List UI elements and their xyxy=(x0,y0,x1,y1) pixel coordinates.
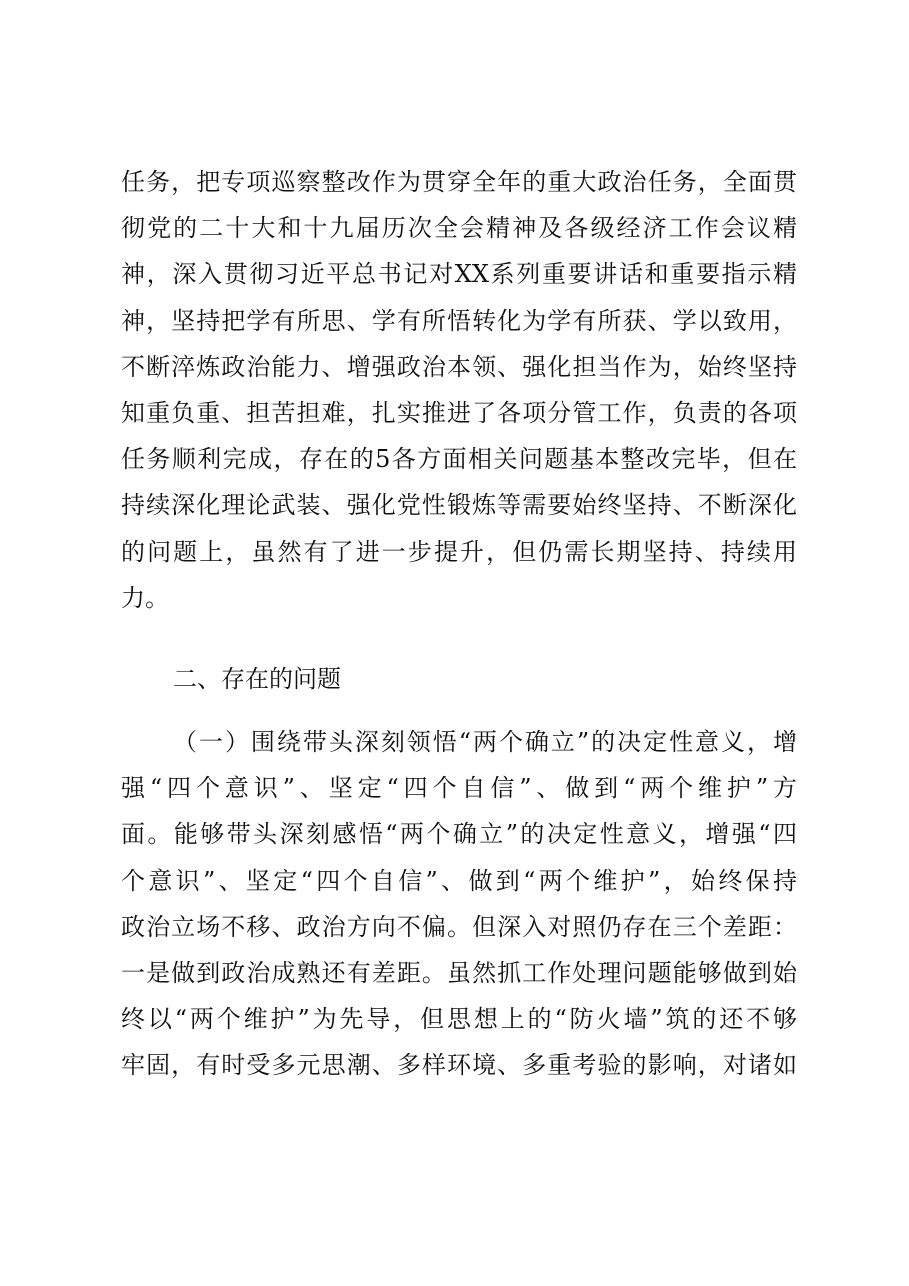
paragraph-problems xyxy=(121,719,797,1089)
text-line: 终以“两个维护”为先导，但思想上的“防火墙”筑的还不够 xyxy=(121,1005,797,1034)
text-line: 神，坚持把学有所思、学有所悟转化为学有所获、学以致用， xyxy=(121,306,797,335)
text-line: 面。能够带头深刻感悟“两个确立”的决定性意义，增强“四 xyxy=(121,820,797,849)
text-line: 不断淬炼政治能力、增强政治本领、强化担当作为，始终坚持 xyxy=(121,352,797,381)
text-line: 个意识”、坚定“四个自信”、做到“两个维护”，始终保持 xyxy=(121,866,797,895)
text-line: 任务，把专项巡察整改作为贯穿全年的重大政治任务，全面贯 xyxy=(121,168,797,196)
text-line: 一是做到政治成熟还有差距。虽然抓工作处理问题能够做到始 xyxy=(121,958,797,987)
text-line: 牢固，有时受多元思潮、多样环境、多重考验的影响，对诸如 xyxy=(121,1051,797,1080)
paragraph-continuation xyxy=(121,159,797,621)
text-line: 持续深化理论武装、强化党性锻炼等需要始终坚持、不断深化 xyxy=(121,491,797,520)
text-line: 力。 xyxy=(121,583,169,612)
text-line: 强“四个意识”、坚定“四个自信”、做到“两个维护”方 xyxy=(121,774,797,803)
section-heading: 二、存在的问题 xyxy=(173,665,341,693)
text-line: 任务顺利完成，存在的5各方面相关问题基本整改完毕，但在 xyxy=(121,445,797,474)
text-line: 政治立场不移、政治方向不偏。但深入对照仍存在三个差距： xyxy=(121,912,797,941)
text-line: 彻党的二十大和十九届历次全会精神及各级经济工作会议精 xyxy=(121,214,797,243)
text-line: 知重负重、担苦担难，扎实推进了各项分管工作，负责的各项 xyxy=(121,398,797,427)
text-line: 神，深入贯彻习近平总书记对XX系列重要讲话和重要指示精 xyxy=(121,260,797,289)
text-line: （一）围绕带头深刻领悟“两个确立”的决定性意义，增 xyxy=(173,728,797,756)
text-line: 的问题上，虽然有了进一步提升，但仍需长期坚持、持续用 xyxy=(121,537,797,566)
